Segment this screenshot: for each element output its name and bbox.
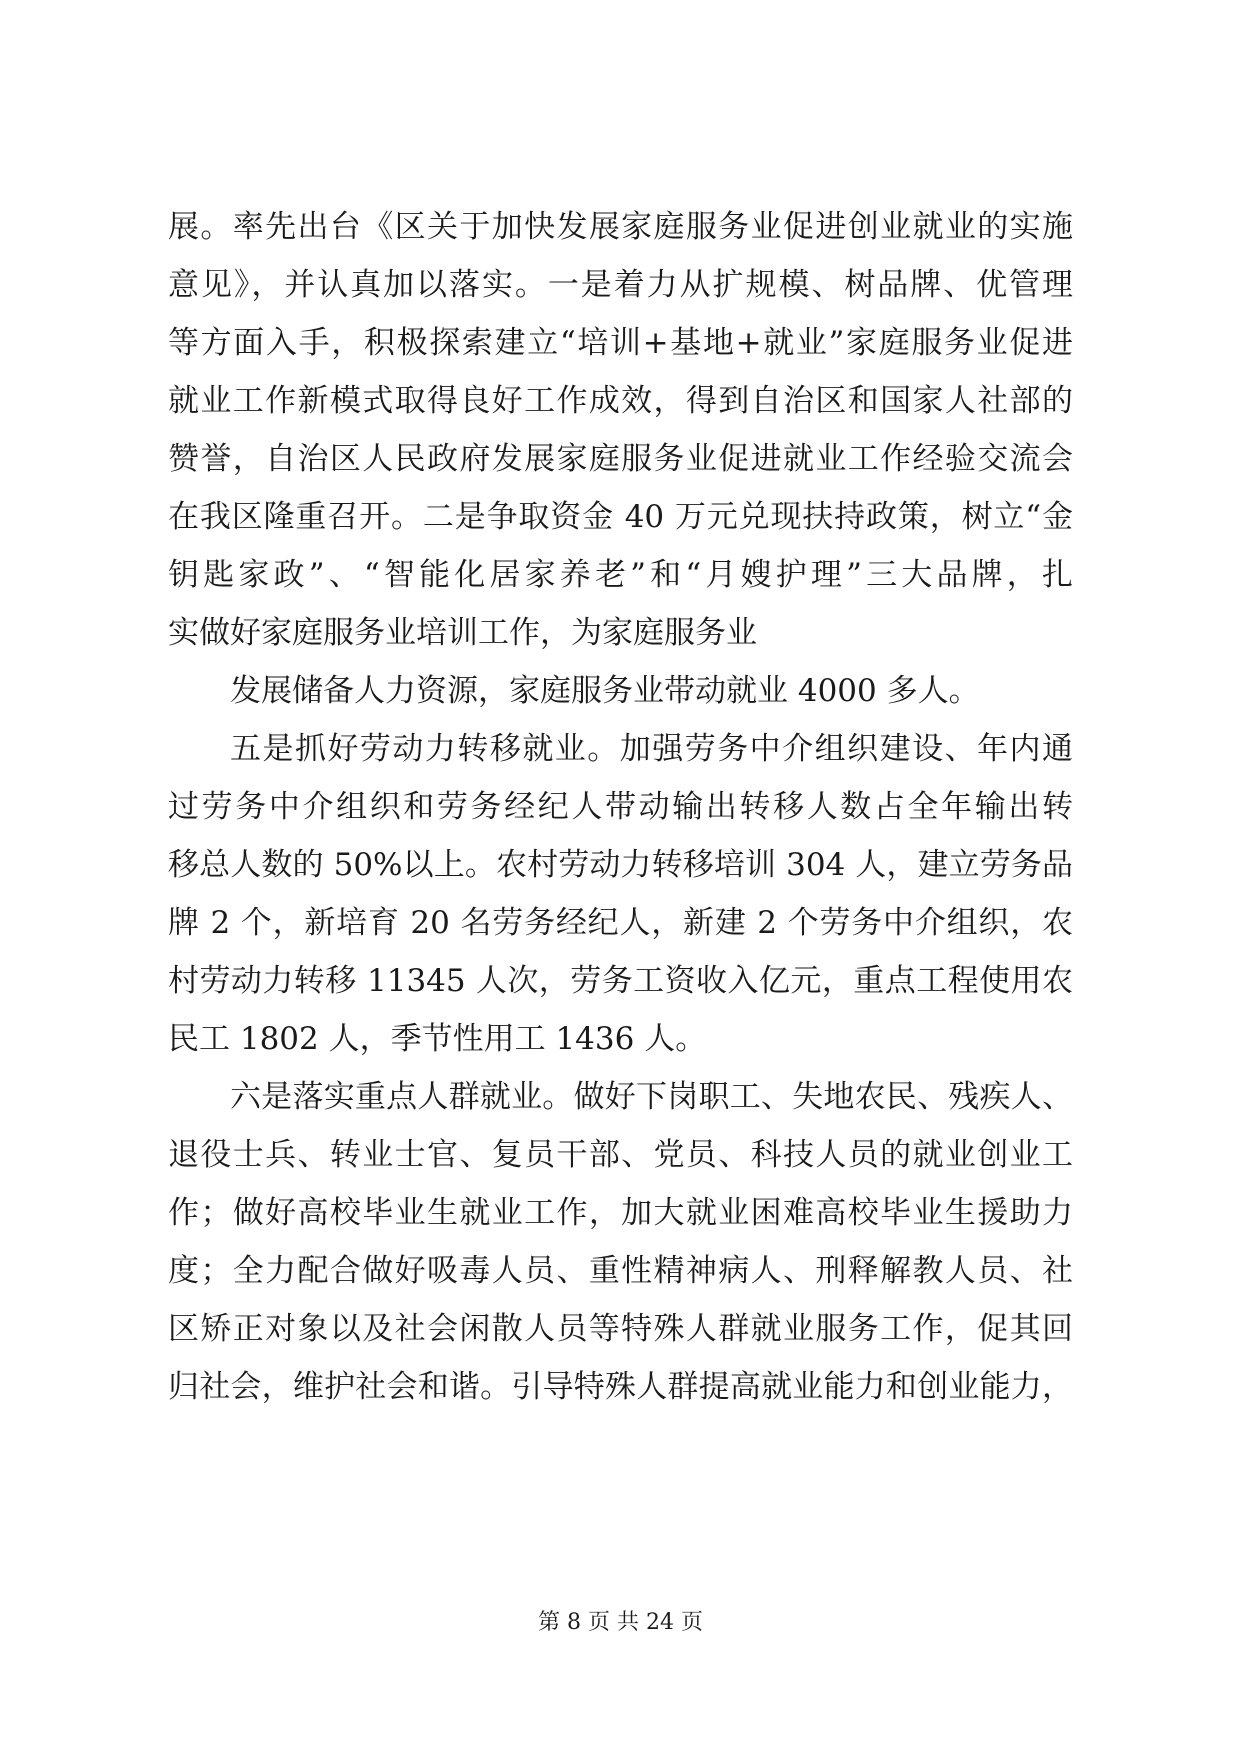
text-line: 五是抓好劳动力转移就业。加强劳务中介组织建设、年内通	[230, 731, 1073, 767]
text-line: 度；全力配合做好吸毒人员、重性精神病人、刑释解教人员、社	[168, 1253, 1073, 1289]
text-line: 牌 2 个，新培育 20 名劳务经纪人，新建 2 个劳务中介组织，农	[168, 905, 1073, 941]
text-line: 等方面入手，积极探索建立“培训+基地+就业”家庭服务业促进	[168, 325, 1073, 361]
page-number-footer: 第 8 页 共 24 页	[538, 1610, 703, 1635]
text-line: 实做好家庭服务业培训工作，为家庭服务业	[168, 615, 757, 651]
text-line: 区矫正对象以及社会闲散人员等特殊人群就业服务工作，促其回	[168, 1311, 1073, 1347]
text-line: 民工 1802 人，季节性用工 1436 人。	[168, 1021, 707, 1057]
text-line: 村劳动力转移 11345 人次，劳务工资收入亿元，重点工程使用农	[168, 963, 1073, 999]
text-line: 意见》，并认真加以落实。一是着力从扩规模、树品牌、优管理	[168, 267, 1073, 303]
text-line: 移总人数的 50%以上。农村劳动力转移培训 304 人，建立劳务品	[168, 847, 1073, 883]
text-line: 就业工作新模式取得良好工作成效，得到自治区和国家人社部的	[168, 383, 1073, 419]
text-line: 过劳务中介组织和劳务经纪人带动输出转移人数占全年输出转	[168, 789, 1073, 825]
text-line: 作；做好高校毕业生就业工作，加大就业困难高校毕业生援助力	[168, 1195, 1073, 1231]
text-line: 展。率先出台《区关于加快发展家庭服务业促进创业就业的实施	[168, 209, 1073, 245]
text-line: 退役士兵、转业士官、复员干部、党员、科技人员的就业创业工	[168, 1137, 1073, 1173]
text-line: 发展储备人力资源，家庭服务业带动就业 4000 多人。	[230, 673, 980, 709]
text-line: 在我区隆重召开。二是争取资金 40 万元兑现扶持政策，树立“金	[168, 499, 1073, 535]
text-line: 钥匙家政”、“智能化居家养老”和“月嫂护理”三大品牌，扎	[168, 557, 1073, 593]
text-line: 赞誉，自治区人民政府发展家庭服务业促进就业工作经验交流会	[168, 441, 1073, 477]
text-line: 六是落实重点人群就业。做好下岗职工、失地农民、残疾人、	[230, 1079, 1073, 1115]
text-line: 归社会，维护社会和谐。引导特殊人群提高就业能力和创业能力，	[168, 1369, 1073, 1405]
